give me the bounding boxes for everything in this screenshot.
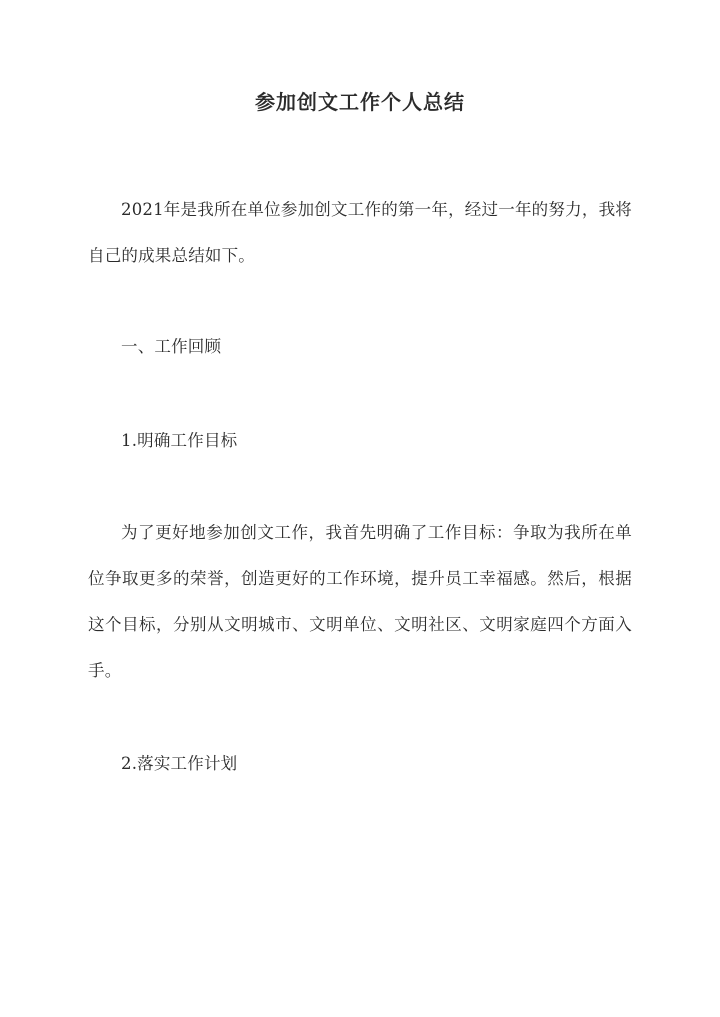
subsection-heading-goals: 1.明确工作目标 xyxy=(121,431,238,450)
intro-paragraph: 2021年是我所在单位参加创文工作的第一年，经过一年的努力，我将自己的成果总结如下。 xyxy=(88,200,632,265)
goals-paragraph: 为了更好地参加创文工作，我首先明确了工作目标：争取为我所在单位争取更多的荣誉，创造更好的工作环境，提升员工幸福感。然后，根据这个目标，分别从文明城市、文明单位、文明社区、文明家庭四个方面入手。 xyxy=(88,523,632,680)
section-heading-work-review: 一、工作回顾 xyxy=(121,337,222,356)
document-title: 参加创文工作个人总结 xyxy=(255,90,465,114)
subsection-heading-plan: 2.落实工作计划 xyxy=(121,754,238,773)
